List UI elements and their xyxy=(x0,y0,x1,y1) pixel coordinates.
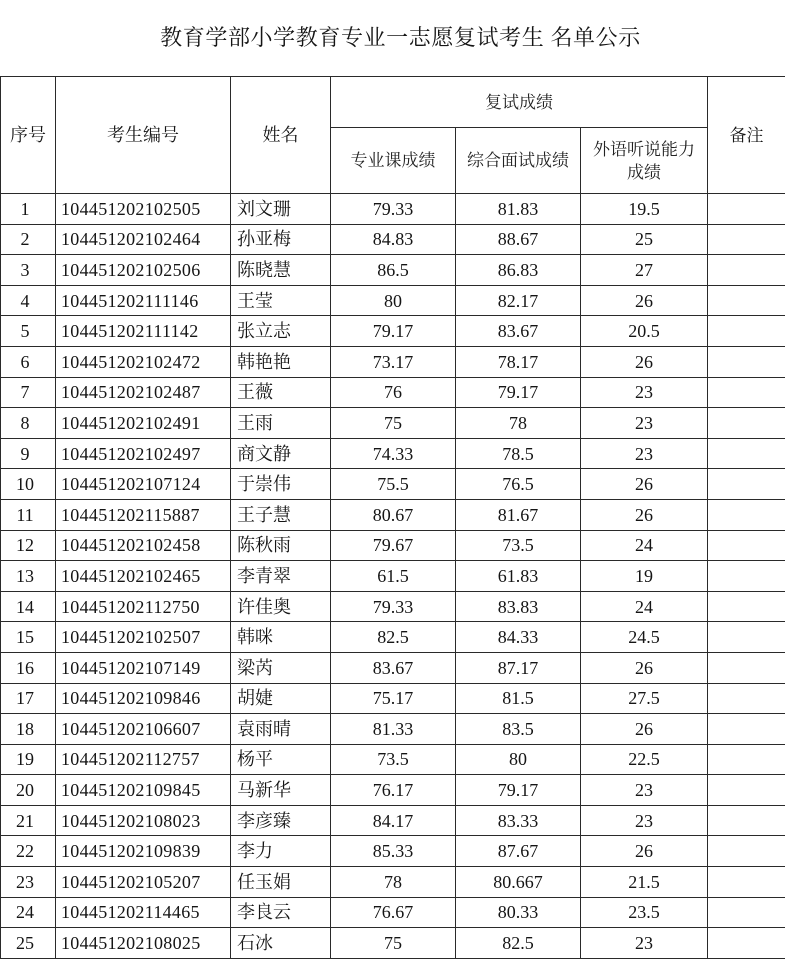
student-name-cell: 王莹 xyxy=(231,285,331,316)
header-row-top xyxy=(1,77,785,128)
row-number-cell: 13 xyxy=(1,561,56,592)
header-name: 姓名 xyxy=(231,77,331,194)
table-row xyxy=(1,469,785,500)
interview-score-cell: 87.67 xyxy=(456,836,581,867)
row-number-cell: 18 xyxy=(1,714,56,745)
row-number-cell: 8 xyxy=(1,408,56,439)
interview-score-cell: 78 xyxy=(456,408,581,439)
remark-cell xyxy=(708,408,785,439)
foreign-score-cell: 23 xyxy=(581,438,708,469)
major-score-cell: 80 xyxy=(331,285,456,316)
foreign-score-cell: 24.5 xyxy=(581,622,708,653)
interview-score-cell: 78.17 xyxy=(456,346,581,377)
table-row xyxy=(1,683,785,714)
table-row xyxy=(1,194,785,225)
student-name-cell: 石冰 xyxy=(231,928,331,959)
table-row xyxy=(1,836,785,867)
row-number-cell: 20 xyxy=(1,775,56,806)
row-number-cell: 7 xyxy=(1,377,56,408)
exam-id-cell: 104451202102505 xyxy=(56,194,231,225)
row-number-cell: 15 xyxy=(1,622,56,653)
student-name-cell: 张立志 xyxy=(231,316,331,347)
exam-id-cell: 104451202102458 xyxy=(56,530,231,561)
major-score-cell: 75 xyxy=(331,928,456,959)
student-name-cell: 王雨 xyxy=(231,408,331,439)
major-score-cell: 73.5 xyxy=(331,744,456,775)
exam-id-cell: 104451202112750 xyxy=(56,591,231,622)
major-score-cell: 75.17 xyxy=(331,683,456,714)
major-score-cell: 75 xyxy=(331,408,456,439)
exam-id-cell: 104451202115887 xyxy=(56,499,231,530)
student-name-cell: 李良云 xyxy=(231,897,331,928)
header-exam-id: 考生编号 xyxy=(56,77,231,194)
exam-id-cell: 104451202111142 xyxy=(56,316,231,347)
header-interview-score: 综合面试成绩 xyxy=(456,128,581,194)
major-score-cell: 79.67 xyxy=(331,530,456,561)
interview-score-cell: 83.67 xyxy=(456,316,581,347)
table-row xyxy=(1,408,785,439)
foreign-score-cell: 23 xyxy=(581,928,708,959)
table-row xyxy=(1,652,785,683)
interview-score-cell: 76.5 xyxy=(456,469,581,500)
page-title: 教育学部小学教育专业一志愿复试考生 名单公示 xyxy=(160,25,641,50)
major-score-cell: 86.5 xyxy=(331,255,456,286)
interview-score-cell: 82.5 xyxy=(456,928,581,959)
row-number-cell: 23 xyxy=(1,867,56,898)
table-header xyxy=(1,77,785,194)
remark-cell xyxy=(708,530,785,561)
foreign-score-cell: 23 xyxy=(581,805,708,836)
student-name-cell: 商文静 xyxy=(231,438,331,469)
remark-cell xyxy=(708,836,785,867)
exam-id-cell: 104451202102497 xyxy=(56,438,231,469)
row-number-cell: 10 xyxy=(1,469,56,500)
interview-score-cell: 83.5 xyxy=(456,714,581,745)
table-body xyxy=(1,194,785,959)
student-name-cell: 杨平 xyxy=(231,744,331,775)
student-name-cell: 胡婕 xyxy=(231,683,331,714)
major-score-cell: 85.33 xyxy=(331,836,456,867)
interview-score-cell: 84.33 xyxy=(456,622,581,653)
interview-score-cell: 61.83 xyxy=(456,561,581,592)
major-score-cell: 79.33 xyxy=(331,591,456,622)
interview-score-cell: 79.17 xyxy=(456,775,581,806)
student-name-cell: 马新华 xyxy=(231,775,331,806)
student-name-cell: 任玉娟 xyxy=(231,867,331,898)
foreign-score-cell: 25 xyxy=(581,224,708,255)
remark-cell xyxy=(708,561,785,592)
remark-cell xyxy=(708,194,785,225)
row-number-cell: 5 xyxy=(1,316,56,347)
remark-cell xyxy=(708,714,785,745)
student-name-cell: 刘文珊 xyxy=(231,194,331,225)
interview-score-cell: 78.5 xyxy=(456,438,581,469)
exam-id-cell: 104451202109846 xyxy=(56,683,231,714)
remark-cell xyxy=(708,255,785,286)
remark-cell xyxy=(708,377,785,408)
student-name-cell: 李力 xyxy=(231,836,331,867)
student-name-cell: 梁芮 xyxy=(231,652,331,683)
student-name-cell: 于崇伟 xyxy=(231,469,331,500)
row-number-cell: 24 xyxy=(1,897,56,928)
interview-score-cell: 86.83 xyxy=(456,255,581,286)
foreign-score-cell: 20.5 xyxy=(581,316,708,347)
exam-id-cell: 104451202102472 xyxy=(56,346,231,377)
table-row xyxy=(1,744,785,775)
table-row xyxy=(1,775,785,806)
foreign-score-cell: 26 xyxy=(581,652,708,683)
major-score-cell: 80.67 xyxy=(331,499,456,530)
remark-cell xyxy=(708,928,785,959)
foreign-score-cell: 23 xyxy=(581,408,708,439)
interview-score-cell: 87.17 xyxy=(456,652,581,683)
exam-id-cell: 104451202108023 xyxy=(56,805,231,836)
row-number-cell: 4 xyxy=(1,285,56,316)
interview-score-cell: 81.83 xyxy=(456,194,581,225)
row-number-cell: 19 xyxy=(1,744,56,775)
exam-id-cell: 104451202102506 xyxy=(56,255,231,286)
major-score-cell: 79.33 xyxy=(331,194,456,225)
student-name-cell: 袁雨晴 xyxy=(231,714,331,745)
exam-id-cell: 104451202102507 xyxy=(56,622,231,653)
table-row xyxy=(1,224,785,255)
major-score-cell: 79.17 xyxy=(331,316,456,347)
exam-id-cell: 104451202105207 xyxy=(56,867,231,898)
header-retest-scores: 复试成绩 xyxy=(331,77,708,128)
row-number-cell: 17 xyxy=(1,683,56,714)
major-score-cell: 76.67 xyxy=(331,897,456,928)
exam-id-cell: 104451202109845 xyxy=(56,775,231,806)
table-row xyxy=(1,897,785,928)
foreign-score-cell: 26 xyxy=(581,499,708,530)
row-number-cell: 12 xyxy=(1,530,56,561)
foreign-score-cell: 27.5 xyxy=(581,683,708,714)
major-score-cell: 61.5 xyxy=(331,561,456,592)
row-number-cell: 3 xyxy=(1,255,56,286)
foreign-score-cell: 26 xyxy=(581,346,708,377)
remark-cell xyxy=(708,499,785,530)
remark-cell xyxy=(708,652,785,683)
foreign-score-cell: 26 xyxy=(581,714,708,745)
row-number-cell: 22 xyxy=(1,836,56,867)
major-score-cell: 76.17 xyxy=(331,775,456,806)
exam-id-cell: 104451202102465 xyxy=(56,561,231,592)
interview-score-cell: 81.67 xyxy=(456,499,581,530)
remark-cell xyxy=(708,438,785,469)
remark-cell xyxy=(708,775,785,806)
remark-cell xyxy=(708,591,785,622)
row-number-cell: 11 xyxy=(1,499,56,530)
table-row xyxy=(1,561,785,592)
student-name-cell: 王子慧 xyxy=(231,499,331,530)
exam-id-cell: 104451202109839 xyxy=(56,836,231,867)
table-row xyxy=(1,499,785,530)
row-number-cell: 6 xyxy=(1,346,56,377)
major-score-cell: 84.83 xyxy=(331,224,456,255)
header-remark: 备注 xyxy=(708,77,785,194)
table-row xyxy=(1,805,785,836)
exam-id-cell: 104451202107124 xyxy=(56,469,231,500)
table-row xyxy=(1,622,785,653)
remark-cell xyxy=(708,285,785,316)
major-score-cell: 81.33 xyxy=(331,714,456,745)
table-row xyxy=(1,346,785,377)
foreign-score-cell: 23 xyxy=(581,377,708,408)
remark-cell xyxy=(708,316,785,347)
remark-cell xyxy=(708,622,785,653)
major-score-cell: 75.5 xyxy=(331,469,456,500)
exam-id-cell: 104451202107149 xyxy=(56,652,231,683)
table-row xyxy=(1,591,785,622)
interview-score-cell: 82.17 xyxy=(456,285,581,316)
header-index: 序号 xyxy=(1,77,56,194)
header-foreign-score xyxy=(581,128,708,194)
student-name-cell: 李彦臻 xyxy=(231,805,331,836)
foreign-score-cell: 26 xyxy=(581,836,708,867)
exam-id-cell: 104451202106607 xyxy=(56,714,231,745)
table-row xyxy=(1,285,785,316)
remark-cell xyxy=(708,897,785,928)
foreign-score-cell: 21.5 xyxy=(581,867,708,898)
exam-id-cell: 104451202108025 xyxy=(56,928,231,959)
row-number-cell: 25 xyxy=(1,928,56,959)
student-name-cell: 陈秋雨 xyxy=(231,530,331,561)
foreign-score-cell: 22.5 xyxy=(581,744,708,775)
interview-score-cell: 81.5 xyxy=(456,683,581,714)
interview-score-cell: 79.17 xyxy=(456,377,581,408)
major-score-cell: 83.67 xyxy=(331,652,456,683)
foreign-score-cell: 19.5 xyxy=(581,194,708,225)
exam-id-cell: 104451202102487 xyxy=(56,377,231,408)
interview-score-cell: 80.667 xyxy=(456,867,581,898)
table-row xyxy=(1,530,785,561)
table-row xyxy=(1,714,785,745)
exam-id-cell: 104451202102464 xyxy=(56,224,231,255)
foreign-score-cell: 26 xyxy=(581,469,708,500)
table-row xyxy=(1,377,785,408)
foreign-score-cell: 23 xyxy=(581,775,708,806)
remark-cell xyxy=(708,346,785,377)
remark-cell xyxy=(708,744,785,775)
exam-id-cell: 104451202114465 xyxy=(56,897,231,928)
row-number-cell: 9 xyxy=(1,438,56,469)
row-number-cell: 1 xyxy=(1,194,56,225)
major-score-cell: 78 xyxy=(331,867,456,898)
foreign-score-cell: 19 xyxy=(581,561,708,592)
table-row xyxy=(1,867,785,898)
interview-score-cell: 83.83 xyxy=(456,591,581,622)
interview-score-cell: 80.33 xyxy=(456,897,581,928)
major-score-cell: 84.17 xyxy=(331,805,456,836)
student-name-cell: 陈晓慧 xyxy=(231,255,331,286)
remark-cell xyxy=(708,805,785,836)
table-row xyxy=(1,255,785,286)
row-number-cell: 14 xyxy=(1,591,56,622)
header-major-score: 专业课成绩 xyxy=(331,128,456,194)
row-number-cell: 2 xyxy=(1,224,56,255)
exam-id-cell: 104451202102491 xyxy=(56,408,231,439)
table-row xyxy=(1,316,785,347)
table-row xyxy=(1,928,785,959)
student-name-cell: 许佳奥 xyxy=(231,591,331,622)
remark-cell xyxy=(708,867,785,898)
foreign-score-cell: 27 xyxy=(581,255,708,286)
row-number-cell: 16 xyxy=(1,652,56,683)
remark-cell xyxy=(708,683,785,714)
interview-score-cell: 83.33 xyxy=(456,805,581,836)
exam-id-cell: 104451202112757 xyxy=(56,744,231,775)
interview-score-cell: 80 xyxy=(456,744,581,775)
foreign-score-cell: 24 xyxy=(581,591,708,622)
major-score-cell: 74.33 xyxy=(331,438,456,469)
retest-candidate-table xyxy=(0,76,785,959)
foreign-score-cell: 26 xyxy=(581,285,708,316)
student-name-cell: 韩艳艳 xyxy=(231,346,331,377)
row-number-cell: 21 xyxy=(1,805,56,836)
foreign-score-cell: 23.5 xyxy=(581,897,708,928)
major-score-cell: 73.17 xyxy=(331,346,456,377)
student-name-cell: 王薇 xyxy=(231,377,331,408)
foreign-score-cell: 24 xyxy=(581,530,708,561)
student-name-cell: 孙亚梅 xyxy=(231,224,331,255)
exam-id-cell: 104451202111146 xyxy=(56,285,231,316)
interview-score-cell: 88.67 xyxy=(456,224,581,255)
table-row xyxy=(1,438,785,469)
remark-cell xyxy=(708,469,785,500)
student-name-cell: 韩咪 xyxy=(231,622,331,653)
remark-cell xyxy=(708,224,785,255)
major-score-cell: 82.5 xyxy=(331,622,456,653)
interview-score-cell: 73.5 xyxy=(456,530,581,561)
student-name-cell: 李青翠 xyxy=(231,561,331,592)
major-score-cell: 76 xyxy=(331,377,456,408)
header-foreign-score-label: 外语听说能力成绩 xyxy=(593,139,695,182)
